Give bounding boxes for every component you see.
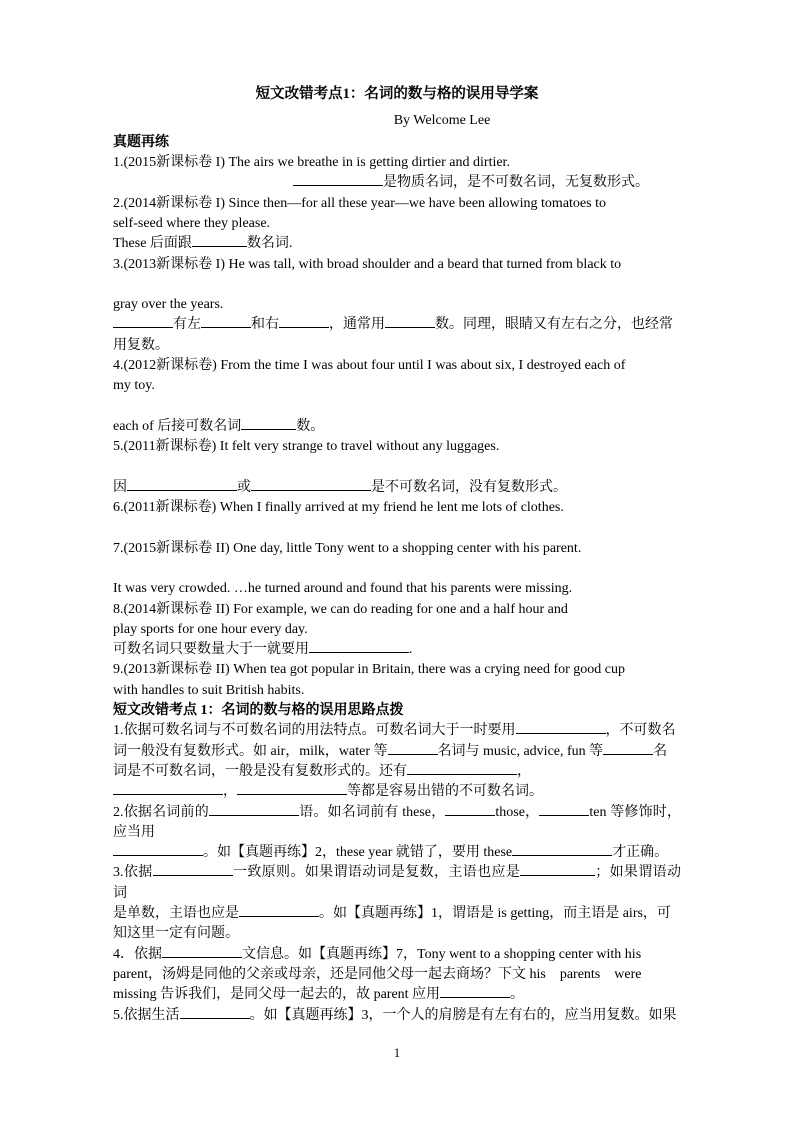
fill-blank[interactable] <box>251 490 371 491</box>
tip-text: 。如【真题再练】3，一个人的肩膀是有左有右的，应当用复数。如果 <box>249 1007 677 1023</box>
blank-line <box>113 559 681 579</box>
note-text-b: 数。 <box>296 418 325 434</box>
tip-3-cont1 <box>113 904 681 924</box>
fill-blank[interactable] <box>113 327 173 328</box>
fill-blank[interactable] <box>445 815 495 816</box>
question-8: 8.(2014新课标卷 II) For example, we can do reading for one and a half hour and <box>113 601 568 617</box>
question-8-note <box>113 640 681 660</box>
question-3: 3.(2013新课标卷 I) He was tall, with broad shoulder and a beard that turned from black to <box>113 256 622 272</box>
question-9: 9.(2013新课标卷 II) When tea got popular in Britain, there was a crying need for good cup <box>113 662 626 678</box>
question-4-cont: my toy. <box>113 378 155 394</box>
fill-blank[interactable] <box>520 875 595 876</box>
tip-text: 名 <box>653 743 668 759</box>
note-text-a: These 后面跟 <box>113 236 192 252</box>
fill-blank[interactable] <box>516 733 606 734</box>
question-9-cont: with handles to suit British habits. <box>113 682 305 698</box>
question-1-note <box>113 173 681 193</box>
fill-blank[interactable] <box>539 815 589 816</box>
fill-blank[interactable] <box>113 794 223 795</box>
tip-4 <box>113 945 681 965</box>
tip-text: 语。如名词前有 these， <box>298 804 446 820</box>
blank-line <box>113 397 681 417</box>
fill-blank[interactable] <box>407 774 517 775</box>
question-6: 6.(2011新课标卷) When I finally arrived at my friend he lent me lots of clothes. <box>113 500 564 516</box>
tip-1 <box>113 721 681 741</box>
tip-text: 词一般没有复数形式。如 air，milk，water 等 <box>113 743 388 759</box>
fill-blank[interactable] <box>237 794 347 795</box>
tip-text: 一致原则。如果谓语动词是复数，主语也应是 <box>232 865 521 881</box>
note-text-c: ，通常用 <box>329 317 385 333</box>
section-heading-practice: 真题再练 <box>113 134 169 150</box>
fill-blank[interactable] <box>385 327 435 328</box>
document-body <box>113 84 681 1026</box>
fill-blank[interactable] <box>162 957 242 958</box>
question-8-cont: play sports for one hour every day. <box>113 621 308 637</box>
tip-text: 等都是容易出错的不可数名词。 <box>347 784 543 800</box>
tip-text: 3.依据 <box>113 865 153 881</box>
note-text-b: 和右 <box>251 317 279 333</box>
blank-line <box>113 458 681 478</box>
tip-text: 4．依据 <box>113 946 162 962</box>
question-3-cont: gray over the years. <box>113 297 224 313</box>
note-text-a: 可数名词只要数量大于一就要用 <box>113 642 309 658</box>
question-1: 1.(2015新课标卷 I) The airs we breathe in is getting dirtier and dirtier. <box>113 155 510 171</box>
fill-blank[interactable] <box>388 754 438 755</box>
tip-text: 。 <box>510 987 525 1003</box>
fill-blank[interactable] <box>512 855 612 856</box>
note-text-b: 数名词. <box>246 236 293 252</box>
tip-1-cont2 <box>113 762 681 782</box>
question-3-note <box>113 315 681 335</box>
tip-text: 。如【真题再练】2，these year 就错了，要用 these <box>203 845 513 861</box>
fill-blank[interactable] <box>293 185 383 186</box>
fill-blank[interactable] <box>309 652 409 653</box>
note-text-a: 有左 <box>173 317 201 333</box>
fill-blank[interactable] <box>153 875 233 876</box>
tip-text: 1.依据可数名词与不可数名词的用法特点。可数名词大于一时要用 <box>113 723 516 739</box>
tip-text: those， <box>495 804 540 820</box>
fill-blank[interactable] <box>209 815 299 816</box>
note-text: 是物质名词，是不可数名词，无复数形式。 <box>383 175 649 191</box>
note-text-a: each of 后接可数名词 <box>113 418 242 434</box>
fill-blank[interactable] <box>201 327 251 328</box>
page-title: 短文改错考点1：名词的数与格的误用导学案 <box>255 86 539 102</box>
question-2: 2.(2014新课标卷 I) Since then—for all these year—we have been allowing tomatoes to <box>113 195 606 211</box>
question-2-note <box>113 234 681 254</box>
tip-1-cont1 <box>113 742 681 762</box>
tip-text: missing 告诉我们，是同父母一起去的，故 parent 应用 <box>113 987 441 1003</box>
question-2-cont: self-seed where they please. <box>113 215 271 231</box>
note-text-b: 或 <box>237 479 251 495</box>
tip-text: ， <box>223 784 237 800</box>
fill-blank[interactable] <box>440 997 510 998</box>
page-number: 1 <box>393 1046 401 1060</box>
fill-blank[interactable] <box>241 429 296 430</box>
note-text-b: . <box>409 642 413 658</box>
question-7: 7.(2015新课标卷 II) One day, little Tony went to a shopping center with his parent. <box>113 540 582 556</box>
byline: By Welcome Lee <box>393 112 491 128</box>
tip-text: 5.依据生活 <box>113 1007 180 1023</box>
section-heading-tips: 短文改错考点 1：名词的数与格的误用思路点拨 <box>113 703 404 719</box>
question-5-note <box>113 478 681 498</box>
note-text-a: 因 <box>113 479 127 495</box>
tip-text: 。如【真题再练】1，谓语是 is getting，而主语是 airs，可 <box>319 906 671 922</box>
tip-text: ten 等修饰时，应当用 <box>113 804 682 840</box>
fill-blank[interactable] <box>603 754 653 755</box>
question-5: 5.(2011新课标卷) It felt very strange to travel without any luggages. <box>113 439 500 455</box>
tip-text: 才正确。 <box>612 845 669 861</box>
tip-2-cont <box>113 843 681 863</box>
question-3-note-cont: 用复数。 <box>113 337 169 353</box>
tip-text: ， <box>517 763 531 779</box>
tip-3-cont2: 知这里一定有问题。 <box>113 926 239 942</box>
note-text-c: 是不可数名词，没有复数形式。 <box>371 479 567 495</box>
question-4-note <box>113 417 681 437</box>
question-4: 4.(2012新课标卷) From the time I was about four until I was about six, I destroyed each of <box>113 358 626 374</box>
tip-4-cont1: parent，汤姆是同他的父亲或母亲，还是同他父母一起去商场？下文 his parents were <box>113 966 642 982</box>
tip-text: 名词与 music, advice, fun 等 <box>437 743 604 759</box>
fill-blank[interactable] <box>192 246 247 247</box>
fill-blank[interactable] <box>127 490 237 491</box>
note-text-d: 数。同理，眼睛又有左右之分，也经常 <box>435 317 673 333</box>
tip-4-cont2 <box>113 985 681 1005</box>
fill-blank[interactable] <box>180 1018 250 1019</box>
tip-2 <box>113 803 681 844</box>
tip-text: 是单数，主语也应是 <box>113 906 239 922</box>
tip-text: ；如果谓语动词 <box>113 865 682 901</box>
tip-text: ，不可数名 <box>605 723 676 739</box>
tip-5 <box>113 1006 681 1026</box>
question-7-cont: It was very crowded. …he turned around and found that his parents were missing. <box>113 581 573 597</box>
tip-text: 2.依据名词前的 <box>113 804 209 820</box>
tip-3 <box>113 863 681 904</box>
tip-1-cont3 <box>113 782 681 802</box>
fill-blank[interactable] <box>113 855 203 856</box>
tip-text: 文信息。如【真题再练】7，Tony went to a shopping center with his <box>242 946 642 962</box>
tip-text: 词是不可数名词，一般是没有复数形式的。还有 <box>113 763 407 779</box>
blank-line <box>113 518 681 538</box>
fill-blank[interactable] <box>239 916 319 917</box>
fill-blank[interactable] <box>279 327 329 328</box>
blank-line <box>113 275 681 295</box>
